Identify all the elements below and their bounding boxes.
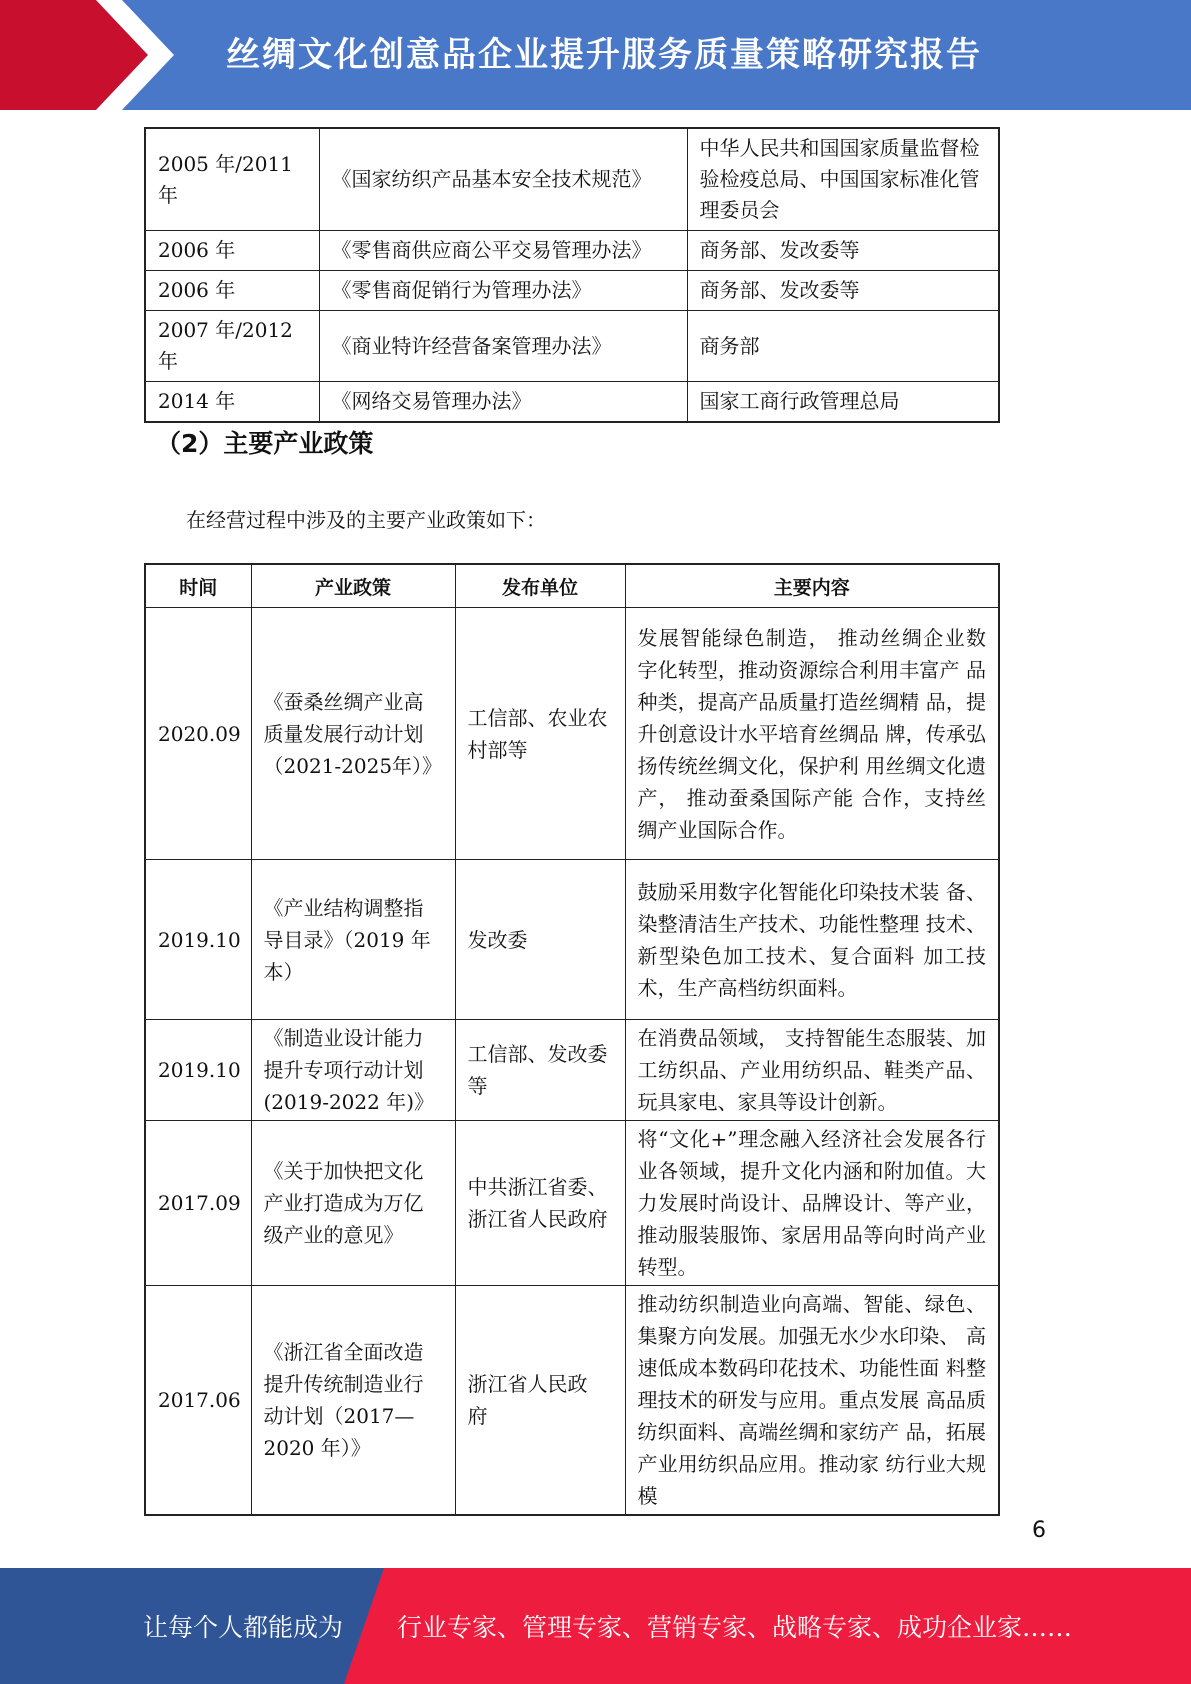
issuer-cell: 中共浙江省委、浙江省人民政府	[455, 1121, 625, 1286]
year-cell: 2007 年/2012 年	[145, 311, 319, 382]
table-row	[145, 1121, 999, 1286]
regulation-name-cell: 《商业特许经营备案管理办法》	[319, 311, 687, 382]
table-row	[145, 608, 999, 860]
regulations-table	[144, 127, 1000, 423]
table-row	[145, 860, 999, 1020]
year-cell: 2006 年	[145, 271, 319, 311]
table-row	[145, 1020, 999, 1121]
date-cell: 2017.06	[145, 1286, 251, 1516]
table-row	[145, 311, 999, 382]
issuer-cell: 发改委	[455, 860, 625, 1020]
page-header	[0, 0, 1191, 110]
policy-cell: 《产业结构调整指 导目录》（2019 年 本）	[251, 860, 455, 1020]
content-cell: 将“文化+”理念融入经济社会发展各行 业各领域，提升文化内涵和附加值。大 力发展时尚设计、品牌设计、等产业， 推动服装服饰、家居用品等向时尚产业 转型。	[625, 1121, 999, 1286]
page-footer	[0, 1568, 1191, 1684]
content-cell: 鼓励采用数字化智能化印染技术装 备、染整清洁生产技术、功能性整理 技术、新型染色加工技术、复合面料 加工技术，生产高档纺织面料。	[625, 860, 999, 1020]
table-row	[145, 231, 999, 271]
policy-cell: 《关于加快把文化产业打造成为万亿级产业的意见》	[251, 1121, 455, 1286]
regulation-name-cell: 《网络交易管理办法》	[319, 382, 687, 423]
report-title: 丝绸文化创意品企业提升服务质量策略研究报告	[226, 35, 982, 75]
issuer-cell: 国家工商行政管理总局	[687, 382, 999, 423]
regulation-name-cell: 《零售商促销行为管理办法》	[319, 271, 687, 311]
footer-slogan-left: 让每个人都能成为	[143, 1613, 344, 1642]
column-header-policy: 产业政策	[251, 564, 455, 608]
issuer-cell: 商务部、发改委等	[687, 271, 999, 311]
date-cell: 2019.10	[145, 1020, 251, 1121]
table-row	[145, 128, 999, 231]
column-header-content: 主要内容	[625, 564, 999, 608]
policy-table	[144, 563, 1000, 1516]
year-cell: 2014 年	[145, 382, 319, 423]
date-cell: 2019.10	[145, 860, 251, 1020]
policy-cell: 《浙江省全面改造提升传统制造业行 动计划（2017—2020 年）》	[251, 1286, 455, 1516]
issuer-cell: 商务部	[687, 311, 999, 382]
table-row	[145, 382, 999, 423]
footer-slogan-right: 行业专家、管理专家、营销专家、战略专家、成功企业家……	[397, 1613, 1073, 1642]
table-row	[145, 1286, 999, 1516]
column-header-issuer: 发布单位	[455, 564, 625, 608]
issuer-cell: 浙江省人民政 府	[455, 1286, 625, 1516]
content-cell: 发展智能绿色制造， 推动丝绸企业数 字化转型，推动资源综合利用丰富产 品种类，提高产品质量打造丝绸精 品，提升创意设计水平培育丝绸品 牌，传承弘扬传统丝绸文化，保护利 用丝绸文化遗产， 推动蚕桑国际产能 合作，支持丝绸产业国际合作。	[625, 608, 999, 860]
date-cell: 2017.09	[145, 1121, 251, 1286]
section-intro: 在经营过程中涉及的主要产业政策如下：	[186, 508, 546, 532]
page-number: 6	[1032, 1518, 1046, 1543]
content-cell: 推动纺织制造业向高端、智能、绿色、 集聚方向发展。加强无水少水印染、 高速低成本数码印花技术、功能性面 料整理技术的研发与应用。重点发展 高品质纺织面料、高端丝绸和家纺产 品，拓展产业用纺织品应用。推动家 纺行业大规模	[625, 1286, 999, 1516]
table-header-row	[145, 564, 999, 608]
policy-cell: 《制造业设计能力提升专项行动计划(2019-2022 年)》	[251, 1020, 455, 1121]
regulation-name-cell: 《国家纺织产品基本安全技术规范》	[319, 128, 687, 231]
date-cell: 2020.09	[145, 608, 251, 860]
issuer-cell: 中华人民共和国国家质量监督检验检疫总局、中国国家标准化管理委员会	[687, 128, 999, 231]
table-row	[145, 271, 999, 311]
issuer-cell: 工信部、农业农村部等	[455, 608, 625, 860]
regulation-name-cell: 《零售商供应商公平交易管理办法》	[319, 231, 687, 271]
section-heading: （2）主要产业政策	[156, 429, 374, 458]
column-header-date: 时间	[145, 564, 251, 608]
year-cell: 2005 年/2011 年	[145, 128, 319, 231]
policy-cell: 《蚕桑丝绸产业高 质量发展行动计划（2021-2025年）》	[251, 608, 455, 860]
year-cell: 2006 年	[145, 231, 319, 271]
content-cell: 在消费品领域， 支持智能生态服装、加工纺织品、产业用纺织品、鞋类产品、玩具家电、家具等设计创新。	[625, 1020, 999, 1121]
issuer-cell: 商务部、发改委等	[687, 231, 999, 271]
issuer-cell: 工信部、发改委等	[455, 1020, 625, 1121]
